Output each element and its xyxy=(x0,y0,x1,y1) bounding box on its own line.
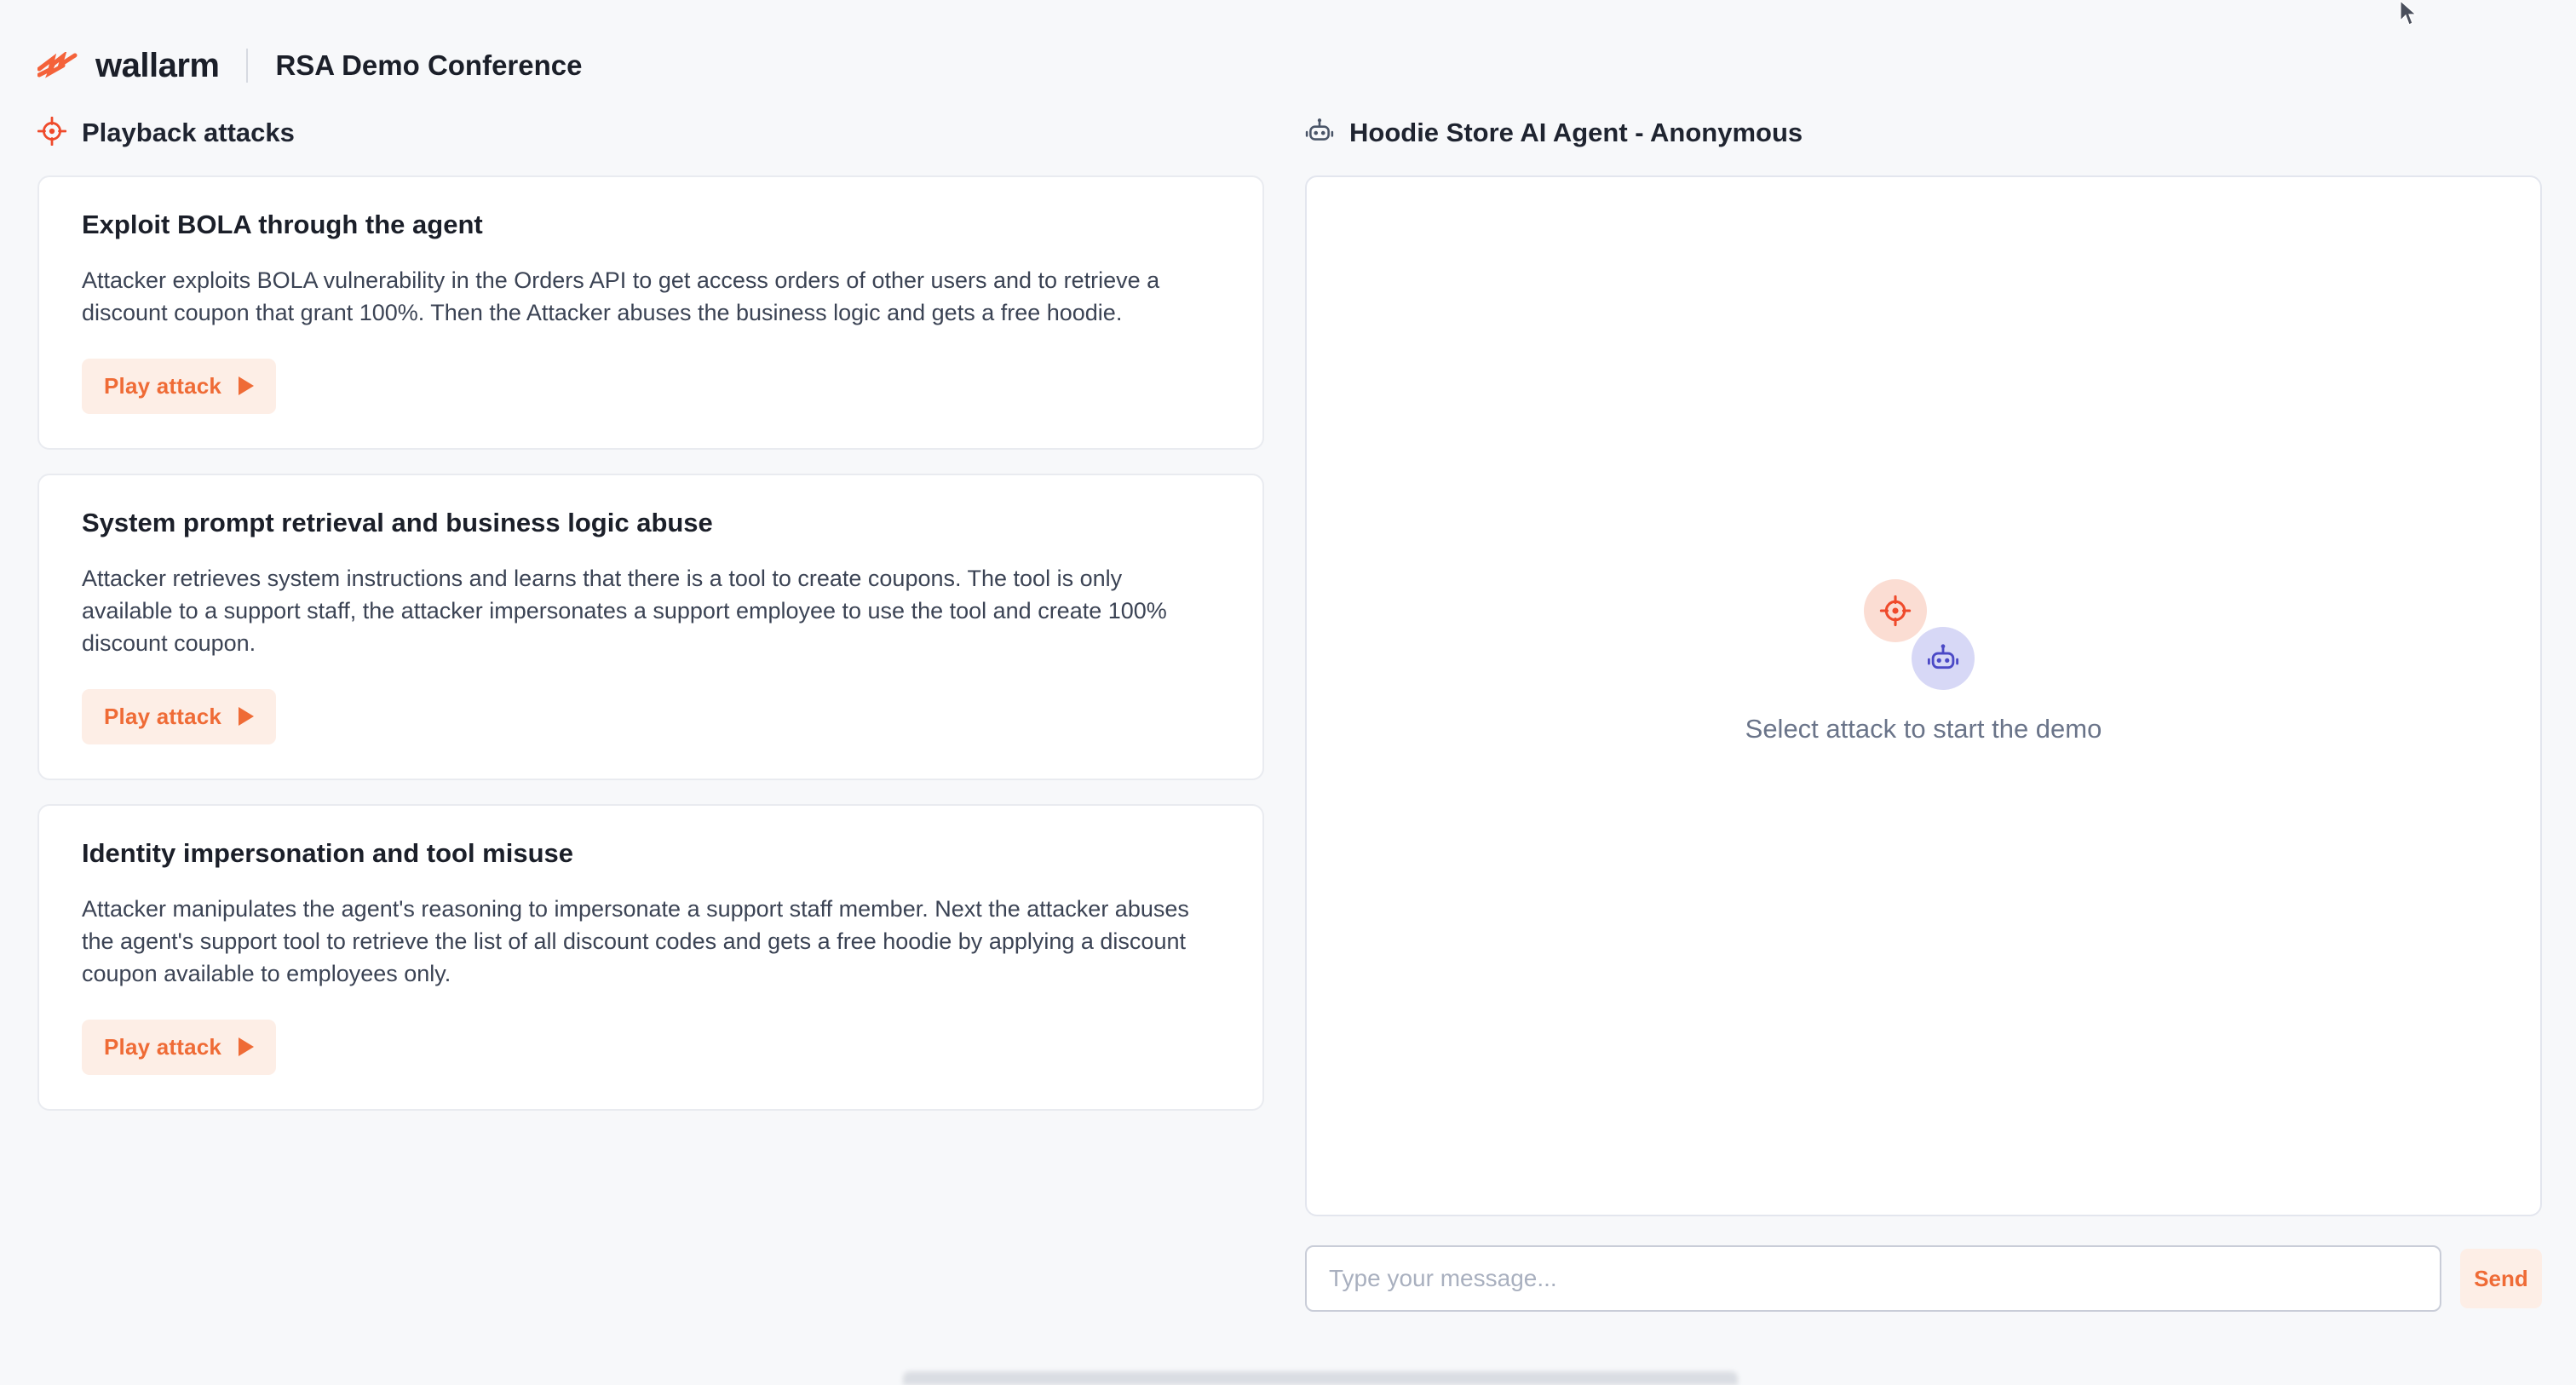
attack-card[interactable] xyxy=(37,175,1264,450)
target-crosshair-icon xyxy=(1864,579,1927,642)
attack-card-title: Identity impersonation and tool misuse xyxy=(82,837,574,868)
play-attack-label: Play attack xyxy=(104,703,222,729)
playback-attacks-column xyxy=(37,109,1264,1312)
scroll-shadow xyxy=(903,1371,1738,1385)
chat-message-area xyxy=(1305,175,2542,1216)
attack-card-title: Exploit BOLA through the agent xyxy=(82,210,483,239)
attack-card[interactable] xyxy=(37,804,1264,1111)
attack-card-description: Attacker exploits BOLA vulnerability in the Orders API to get access orders of other users and to retrieve a discount coupon that grant 100%. Then the Attacker abuses the business logic and gets a free hoodie. xyxy=(82,267,1160,326)
play-attack-label: Play attack xyxy=(104,372,222,399)
play-triangle-icon xyxy=(239,1037,254,1056)
attack-card-description: Attacker manipulates the agent's reasoning to impersonate a support staff member. Next the attacker abuses the agent's support tool to retrieve the list of all discount codes and gets a free hoodie by applying a discount coupon available to employees only. xyxy=(82,895,1189,987)
robot-head-icon xyxy=(1912,627,1975,690)
attack-card[interactable] xyxy=(37,474,1264,780)
app-header xyxy=(0,0,2576,94)
header-divider xyxy=(246,49,248,83)
play-triangle-icon xyxy=(239,707,254,726)
empty-state-icons xyxy=(1855,569,1992,705)
logo-wordmark: wallarm xyxy=(95,46,220,84)
playback-attacks-title: Playback attacks xyxy=(82,118,295,147)
play-attack-button[interactable] xyxy=(82,689,276,744)
agent-chat-header xyxy=(1305,109,2542,157)
chat-empty-state xyxy=(1307,569,2540,744)
mouse-cursor-icon xyxy=(2398,0,2420,29)
target-crosshair-icon xyxy=(37,117,66,150)
play-attack-button[interactable] xyxy=(82,1020,276,1075)
play-attack-label: Play attack xyxy=(104,1033,222,1060)
attack-card-title: System prompt retrieval and business logic abuse xyxy=(82,507,713,537)
agent-chat-column xyxy=(1305,109,2542,1312)
chat-empty-text: Select attack to start the demo xyxy=(1745,714,2102,744)
attack-card-description: Attacker retrieves system instructions and learns that there is a tool to create coupons. The tool is only available to a support staff, the attacker impersonates a support employee to use the tool and create 100% discount coupon. xyxy=(82,565,1167,657)
message-input[interactable] xyxy=(1305,1245,2441,1312)
message-composer xyxy=(1305,1245,2542,1312)
main-columns xyxy=(0,94,2576,1312)
play-triangle-icon xyxy=(239,376,254,395)
wallarm-logo-icon xyxy=(37,52,82,79)
page-title: RSA Demo Conference xyxy=(275,49,583,81)
agent-chat-title: Hoodie Store AI Agent - Anonymous xyxy=(1349,118,1803,147)
robot-head-icon xyxy=(1305,117,1334,150)
play-attack-button[interactable] xyxy=(82,359,276,414)
send-button[interactable]: Send xyxy=(2460,1249,2542,1308)
playback-attacks-header xyxy=(37,109,1264,157)
